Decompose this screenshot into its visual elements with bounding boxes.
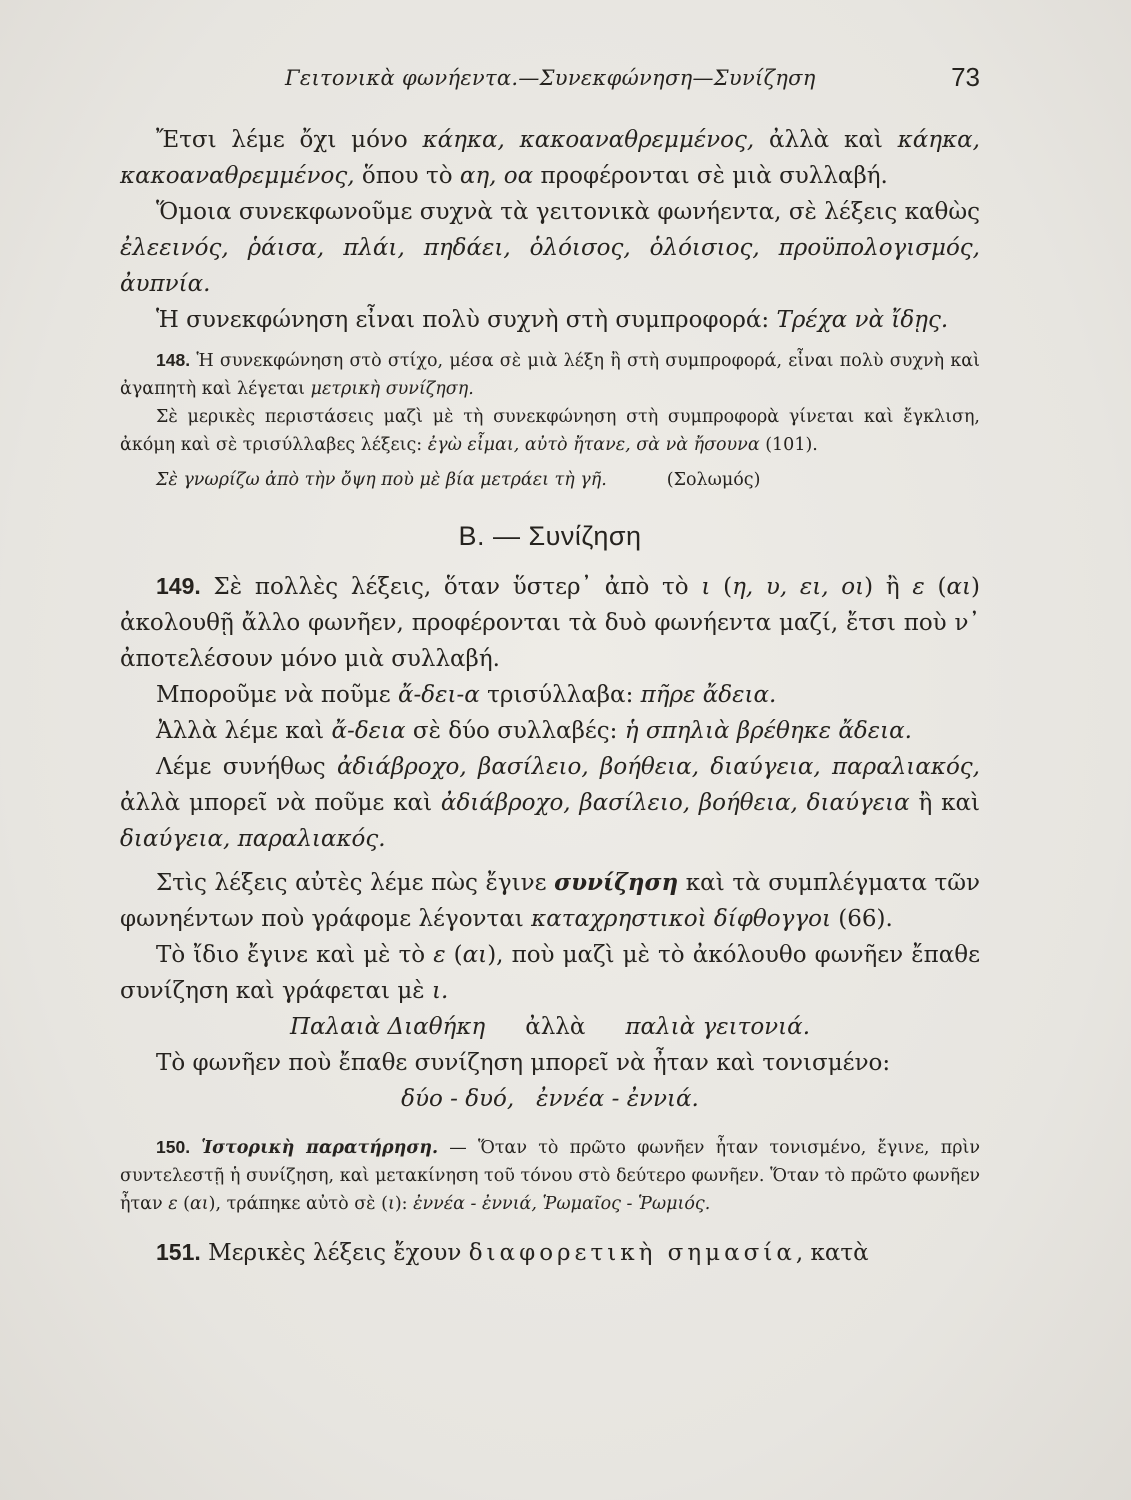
text: προφέρονται σὲ μιὰ συλλαβή. — [533, 163, 888, 189]
intro-paragraph-2 — [120, 194, 980, 302]
letters: αι — [946, 574, 971, 600]
section-148-paragraph-2 — [120, 403, 980, 459]
page-number: 73 — [951, 62, 980, 92]
example-text: ἄ-δεια — [331, 718, 406, 744]
letter: ι — [387, 1194, 395, 1214]
letter: ι — [701, 574, 711, 600]
quote-text: Σὲ γνωρίζω ἀπὸ τὴν ὄψη ποὺ μὲ βία μετράει τὴ γῆ. — [156, 470, 607, 490]
term-text: διαφορετικὴ σημασία — [468, 1240, 796, 1266]
section-149-paragraph-3 — [120, 713, 980, 749]
text: — Ὅταν τὸ πρῶτο φωνῆεν ἦταν τονισμένο, ἔγινε, πρὶν συντελεστῇ ἡ συνίζηση, καὶ μετακίνηση τοῦ τόνου στὸ δεύτερο φωνῆεν. Ὅταν τὸ πρῶτο φωνῆεν ἦταν — [120, 1138, 980, 1214]
letter: ε — [433, 942, 446, 968]
section-149-paragraph-1 — [120, 568, 980, 677]
letters: η, υ, ει, οι — [732, 574, 865, 600]
text: , κατὰ — [795, 1240, 869, 1266]
section-149-paragraph-5 — [120, 865, 980, 937]
example-text: διαύγεια, παραλιακός. — [120, 826, 386, 852]
quote-source: (Σολωμός) — [666, 470, 761, 490]
letters: αι — [462, 942, 488, 968]
example-text: κάηκα, κακοαναθρεμμένος, — [422, 127, 755, 153]
section-number: 151. — [156, 1239, 201, 1265]
text: Ἔτσι λέμε ὄχι μόνο — [156, 127, 423, 153]
example-text: πῆρε ἄδεια. — [640, 682, 777, 708]
section-number: 148. — [156, 350, 191, 370]
example-text: ἄ-δει-α — [397, 682, 480, 708]
example-text: ἐννέα - ἐννιά, Ῥωμαῖος - Ῥωμιός. — [413, 1194, 711, 1214]
term-text: μετρικὴ συνίζηση. — [310, 379, 474, 399]
text: Στὶς λέξεις αὐτὲς λέμε πὼς ἔγινε — [156, 870, 555, 896]
section-148-paragraph-1 — [120, 346, 980, 403]
letter: ε — [168, 1194, 178, 1214]
term-text: συνίζηση — [554, 869, 679, 896]
text: σὲ δύο συλλαβές: — [405, 718, 625, 744]
text: ), τράπηκε αὐτὸ σὲ ( — [208, 1194, 388, 1214]
letter: ε — [912, 574, 925, 600]
example-text: ἐλεεινός, ῥάισα, πλάι, πηδάει, ὁλόισος, ὁλόισιος, προϋπολογισμός, ἀυπνία. — [120, 235, 980, 297]
example-line-1 — [120, 1009, 980, 1045]
text: ) ἀκολουθῇ ἄλλο φωνῆεν, προφέρονται τὰ δυὸ φωνήεντα μαζί, ἔτσι ποὺ ν᾽ ἀποτελέσουν μόνο μιὰ συλλαβή. — [120, 574, 980, 672]
page-header — [120, 62, 980, 102]
text: Σὲ μερικὲς περιστάσεις μαζὶ μὲ τὴ συνεκφώνηση στὴ συμπροφορὰ γίνεται καὶ ἔγκλιση, ἀκόμη καὶ σὲ τρισύλλαβες λέξεις: — [120, 407, 980, 455]
text — [190, 1138, 201, 1158]
section-151-paragraph — [120, 1234, 980, 1271]
text: ( — [445, 942, 463, 968]
text: Λέμε συνήθως — [156, 754, 338, 780]
text: Ὅμοια συνεκφωνοῦμε συχνὰ τὰ γειτονικὰ φωνήεντα, σὲ λέξεις καθὼς — [156, 199, 980, 225]
example-line-2: δύο - δυό, ἐννέα - ἐννιά. — [401, 1086, 699, 1112]
text: (66). — [830, 906, 893, 932]
intro-paragraph-3 — [120, 302, 980, 338]
text: ) ἢ — [864, 574, 913, 600]
example-text: Παλαιὰ Διαθήκη — [289, 1014, 486, 1040]
section-149-paragraph-2 — [120, 677, 980, 713]
text: ): — [394, 1194, 414, 1214]
section-title-b: Β. — Συνίζηση — [458, 521, 642, 551]
section-number: 149. — [156, 573, 201, 599]
section-149-paragraph-6 — [120, 937, 980, 1009]
text: Ἡ συνεκφώνηση στὸ στίχο, μέσα σὲ μιὰ λέξη ἢ στὴ συμπροφορά, εἶναι πολὺ συχνὴ καὶ ἀγαπητὴ καὶ λέγεται — [120, 351, 980, 399]
section-149-paragraph-7: Τὸ φωνῆεν ποὺ ἔπαθε συνίζηση μπορεῖ νὰ ἦταν καὶ τονισμένο: — [156, 1050, 891, 1076]
text: Τὸ ἴδιο ἔγινε καὶ μὲ τὸ — [156, 942, 434, 968]
text: ( — [710, 574, 733, 600]
text: ( — [177, 1194, 190, 1214]
text: (101). — [759, 435, 818, 455]
text: Μερικὲς λέξεις ἔχουν — [200, 1240, 469, 1266]
example-text: Τρέχα νὰ ἴδῃς. — [776, 307, 949, 333]
text: ἢ καὶ — [909, 790, 981, 816]
text: ( — [924, 574, 947, 600]
example-text: αη, οα — [459, 163, 534, 189]
example-text: ἐγὼ εἶμαι, αὐτὸ ἤτανε, σὰ νὰ ἤσουνα — [427, 435, 760, 455]
text: Μποροῦμε νὰ ποῦμε — [156, 682, 398, 708]
term-text: Ἱστορικὴ παρατήρηση. — [201, 1138, 439, 1158]
running-head: Γειτονικὰ φωνήεντα.—Συνεκφώνηση—Συνίζηση — [285, 66, 816, 90]
text: Ἡ συνεκφώνηση εἶναι πολὺ συχνὴ στὴ συμπροφορά: — [156, 307, 777, 333]
text: καὶ τὰ συμπλέγματα τῶν φωνηέντων ποὺ γράφομε λέγονται — [120, 870, 980, 932]
text: τρισύλλαβα: — [479, 682, 641, 708]
intro-paragraph-1 — [120, 122, 980, 194]
example-text: κάηκα, κακοαναθρεμμένος, — [120, 127, 980, 189]
poetry-quote — [120, 465, 980, 495]
text: ἀλλὰ — [525, 1014, 586, 1040]
letters: αι — [189, 1194, 209, 1214]
example-text: ἀδιάβροχο, βασίλειο, βοήθεια, διαύγεια — [440, 790, 910, 816]
example-text: ἡ σπηλιὰ βρέθηκε ἄδεια. — [624, 718, 912, 744]
term-text: καταχρηστικοὶ δίφθογγοι — [531, 906, 831, 932]
text: ), ποὺ μαζὶ μὲ τὸ ἀκόλουθο φωνῆεν ἔπαθε συνίζηση καὶ γράφεται μὲ — [120, 942, 980, 1004]
page-body — [120, 122, 980, 1271]
text: ἀλλὰ καὶ — [754, 127, 898, 153]
text: Ἀλλὰ λέμε καὶ — [156, 718, 332, 744]
text: ἀλλὰ μπορεῖ νὰ ποῦμε καὶ — [120, 790, 441, 816]
text: Σὲ πολλὲς λέξεις, ὅταν ὕστερ᾽ ἀπὸ τὸ — [200, 574, 702, 600]
section-149-paragraph-4 — [120, 749, 980, 857]
example-text: ἀδιάβροχο, βασίλειο, βοήθεια, διαύγεια, παραλιακός, — [337, 754, 980, 780]
text: ὅπου τὸ — [354, 163, 460, 189]
letter: ι. — [431, 978, 449, 1004]
section-150-paragraph — [120, 1133, 980, 1218]
section-number: 150. — [156, 1137, 191, 1157]
example-text: παλιὰ γειτονιά. — [625, 1014, 811, 1040]
